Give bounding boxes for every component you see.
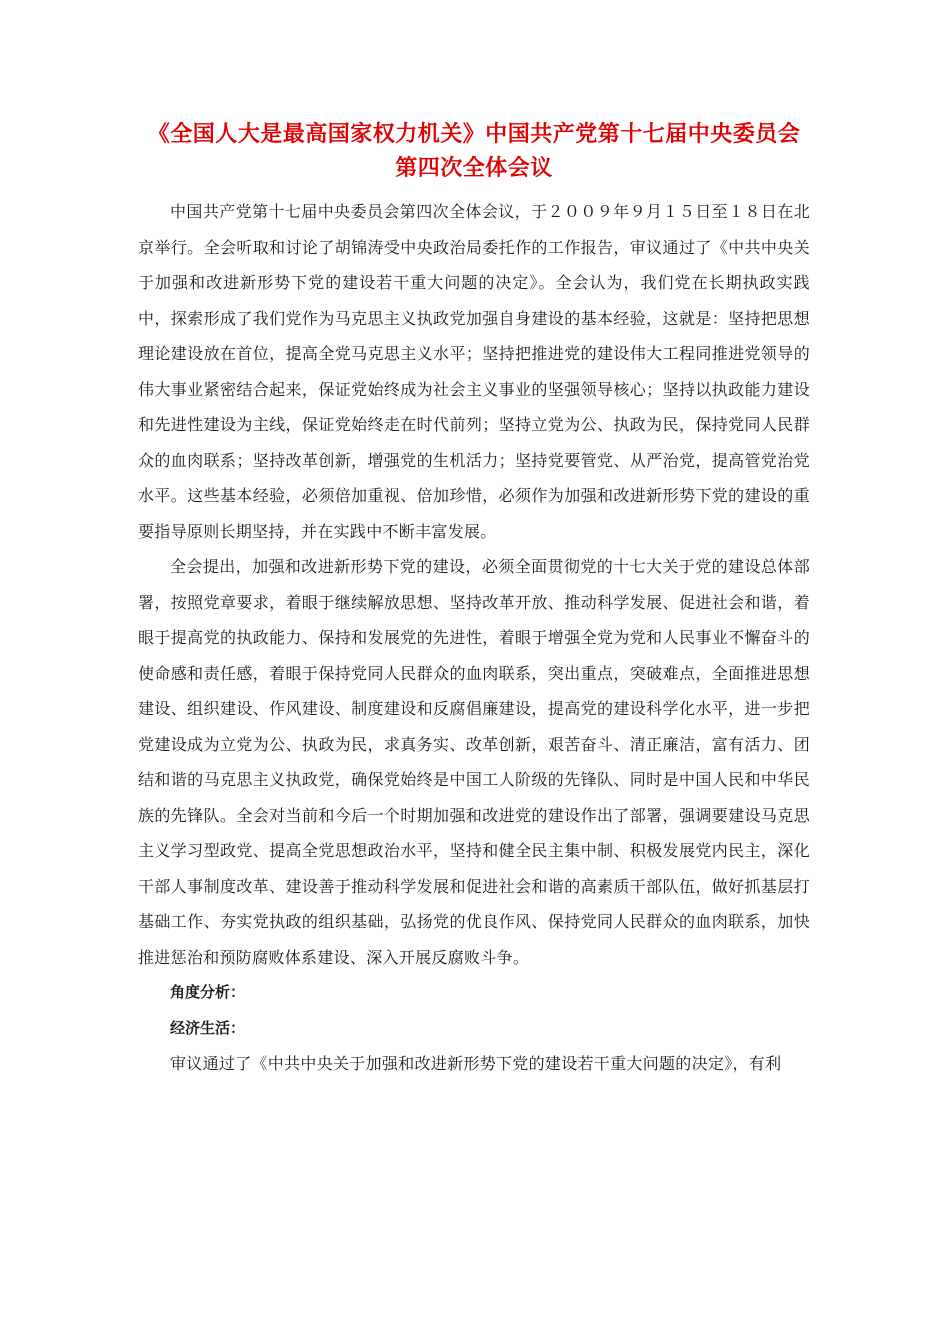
- paragraph-2: 全会提出，加强和改进新形势下党的建设，必须全面贯彻党的十七大关于党的建设总体部署，按照党章要求，着眼于继续解放思想、坚持改革开放、推动科学发展、促进社会和谐，着眼于提高党的执政能力、保持和发展党的先进性，着眼于增强全党为党和人民事业不懈奋斗的使命感和责任感，着眼于保持党同人民群众的血肉联系，突出重点，突破难点，全面推进思想建设、组织建设、作风建设、制度建设和反腐倡廉建设，提高党的建设科学化水平，进一步把党建设成为立党为公、执政为民，求真务实、改革创新，艰苦奋斗、清正廉洁，富有活力、团结和谐的马克思主义执政党，确保党始终是中国工人阶级的先锋队、同时是中国人民和中华民族的先锋队。全会对当前和今后一个时期加强和改进党的建设作出了部署，强调要建设马克思主义学习型政党、提高全党思想政治水平，坚持和健全民主集中制、积极发展党内民主，深化干部人事制度改革、建设善于推动科学发展和促进社会和谐的高素质干部队伍，做好抓基层打基础工作、夯实党执政的组织基础，弘扬党的优良作风、保持党同人民群众的血肉联系，加快推进惩治和预防腐败体系建设、深入开展反腐败斗争。: [138, 557, 810, 967]
- document-page: [138, 118, 810, 1082]
- document-title: 《全国人大是最高国家权力机关》中国共产党第十七届中央委员会第四次全体会议: [147, 122, 801, 181]
- paragraph-1: 中国共产党第十七届中央委员会第四次全体会议，于２００９年９月１５日至１８日在北京举行。全会听取和讨论了胡锦涛受中央政治局委托作的工作报告，审议通过了《中共中央关于加强和改进新形势下党的建设若干重大问题的决定》。全会认为，我们党在长期执政实践中，探索形成了我们党作为马克思主义执政党加强自身建设的基本经验，这就是：坚持把思想理论建设放在首位，提高全党马克思主义水平；坚持把推进党的建设伟大工程同推进党领导的伟大事业紧密结合起来，保证党始终成为社会主义事业的坚强领导核心；坚持以执政能力建设和先进性建设为主线，保证党始终走在时代前列；坚持立党为公、执政为民，保持党同人民群众的血肉联系；坚持改革创新，增强党的生机活力；坚持党要管党、从严治党，提高管党治党水平。这些基本经验，必须倍加重视、倍加珍惜，必须作为加强和改进新形势下党的建设的重要指导原则长期坚持，并在实践中不断丰富发展。: [138, 202, 810, 541]
- paragraph-3: 审议通过了《中共中央关于加强和改进新形势下党的建设若干重大问题的决定》，有利: [170, 1054, 782, 1073]
- heading-angle-analysis: 角度分析：: [170, 983, 246, 1001]
- heading-economic-life: 经济生活：: [170, 1018, 246, 1037]
- document-body: [138, 194, 810, 1082]
